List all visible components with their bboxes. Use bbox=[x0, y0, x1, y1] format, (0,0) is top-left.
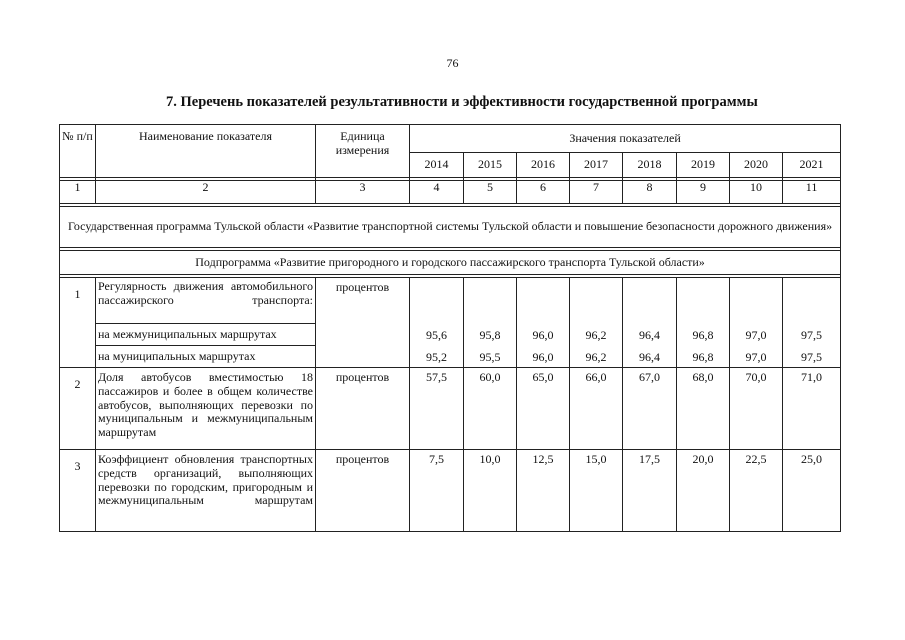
program-title: Государственная программа Тульской области «Развитие транспортной системы Тульской области и повышение безопасности дорожного движения» bbox=[60, 207, 841, 248]
column-index: 8 bbox=[623, 181, 677, 204]
value-cell: 10,0 bbox=[464, 450, 517, 532]
value-cell: 70,0 bbox=[730, 368, 783, 450]
value-cell: 25,0 bbox=[783, 450, 841, 532]
header-row bbox=[60, 125, 841, 153]
value-cell: 95,2 bbox=[426, 349, 447, 364]
header-year: 2020 bbox=[730, 153, 783, 178]
value-cell: 60,0 bbox=[464, 368, 517, 450]
column-index-row bbox=[60, 181, 841, 204]
column-index: 10 bbox=[730, 181, 783, 204]
column-index: 1 bbox=[60, 181, 96, 204]
row-number: 2 bbox=[60, 368, 96, 450]
header-name: Наименование показателя bbox=[96, 125, 316, 178]
value-cell: 57,5 bbox=[410, 368, 464, 450]
row-number: 1 bbox=[60, 278, 96, 368]
indicator-unit: процентов bbox=[316, 278, 410, 368]
value-cell: 96,2 bbox=[585, 327, 607, 342]
value-cell: 65,0 bbox=[517, 368, 570, 450]
header-year: 2019 bbox=[677, 153, 730, 178]
value-cell: 66,0 bbox=[570, 368, 623, 450]
column-index: 4 bbox=[410, 181, 464, 204]
row-number: 3 bbox=[60, 450, 96, 532]
value-cell: 96,0 bbox=[532, 349, 554, 364]
value-cell: 97,5 bbox=[801, 327, 823, 342]
column-index: 11 bbox=[783, 181, 841, 204]
header-year: 2018 bbox=[623, 153, 677, 178]
column-index: 7 bbox=[570, 181, 623, 204]
header-year: 2017 bbox=[570, 153, 623, 178]
value-cell: 12,5 bbox=[517, 450, 570, 532]
value-cell: 22,5 bbox=[730, 450, 783, 532]
header-year: 2015 bbox=[464, 153, 517, 178]
subprogram-row bbox=[60, 251, 841, 275]
value-cell: 67,0 bbox=[623, 368, 677, 450]
program-row bbox=[60, 207, 841, 248]
value-cell: 17,5 bbox=[623, 450, 677, 532]
header-year: 2021 bbox=[783, 153, 841, 178]
indicator-unit: процентов bbox=[316, 368, 410, 450]
table-row bbox=[60, 450, 841, 532]
value-cell: 97,5 bbox=[801, 349, 823, 364]
value-cell: 7,5 bbox=[410, 450, 464, 532]
indicator-subname: на межмуниципальных маршрутах bbox=[96, 324, 316, 346]
value-cell: 96,2 bbox=[585, 349, 607, 364]
indicator-unit: процентов bbox=[316, 450, 410, 532]
value-cell: 96,4 bbox=[639, 349, 660, 364]
value-cell: 95,5 bbox=[479, 349, 501, 364]
value-cell: 15,0 bbox=[570, 450, 623, 532]
value-cell: 97,0 bbox=[745, 327, 767, 342]
value-cell: 96,0 bbox=[532, 327, 554, 342]
table-row bbox=[60, 368, 841, 450]
column-index: 9 bbox=[677, 181, 730, 204]
column-index: 6 bbox=[517, 181, 570, 204]
subprogram-title: Подпрограмма «Развитие пригородного и городского пассажирского транспорта Тульской области» bbox=[60, 251, 841, 275]
value-cell: 95,6 bbox=[426, 327, 447, 342]
indicator-name: Доля автобусов вместимостью 18 пассажиров и более в общем количестве автобусов, выполняющих перевозки по муниципальным и межмуниципальным маршрутам bbox=[96, 368, 316, 450]
page-number: 76 bbox=[446, 56, 459, 70]
header-values: Значения показателей bbox=[410, 125, 841, 153]
indicator-subname: на муниципальных маршрутах bbox=[96, 346, 316, 368]
value-cell: 96,8 bbox=[692, 327, 714, 342]
indicator-name: Регулярность движения автомобильного пассажирского транспорта: bbox=[96, 278, 316, 324]
value-cell: 97,0 bbox=[745, 349, 767, 364]
header-year: 2016 bbox=[517, 153, 570, 178]
value-cell: 68,0 bbox=[677, 368, 730, 450]
document-title: 7. Перечень показателей результативности и эффективности государственной программы bbox=[166, 94, 758, 110]
value-cell: 20,0 bbox=[677, 450, 730, 532]
header-unit: Единица измерения bbox=[316, 125, 410, 178]
table-row bbox=[60, 278, 841, 324]
value-cell: 96,8 bbox=[692, 349, 714, 364]
value-cell: 96,4 bbox=[639, 327, 660, 342]
column-index: 2 bbox=[96, 181, 316, 204]
column-index: 3 bbox=[316, 181, 410, 204]
value-cell: 95,8 bbox=[479, 327, 501, 342]
header-year: 2014 bbox=[410, 153, 464, 178]
value-cell: 71,0 bbox=[783, 368, 841, 450]
header-no: № п/п bbox=[60, 125, 96, 178]
column-index: 5 bbox=[464, 181, 517, 204]
indicator-name: Коэффициент обновления транспортных средств организаций, выполняющих перевозки по городским, пригородным и межмуниципальным маршрутам bbox=[96, 450, 316, 532]
